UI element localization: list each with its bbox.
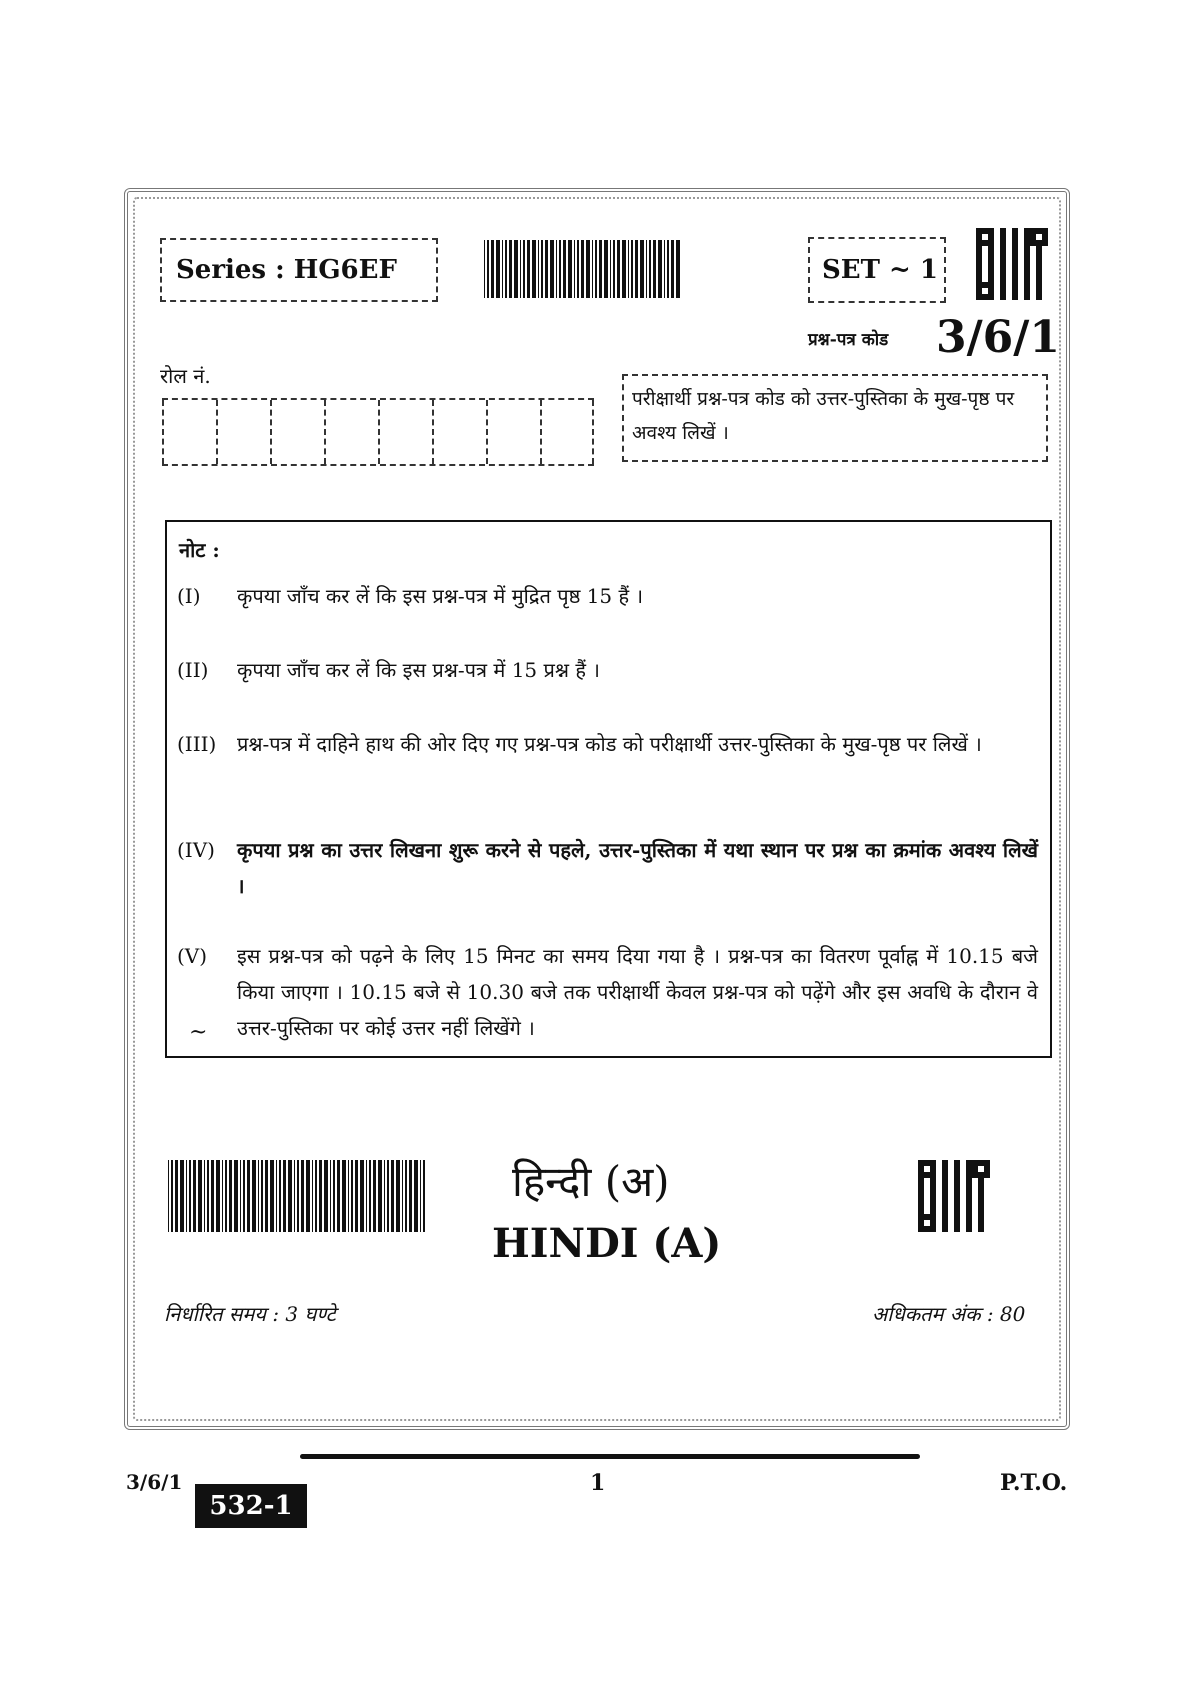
notes-title: नोट : bbox=[179, 538, 220, 562]
note-number: (III) bbox=[177, 732, 217, 756]
barcode-bar bbox=[186, 1160, 187, 1232]
code-instruction: परीक्षार्थी प्रश्न-पत्र कोड को उत्तर-पुस्तिका के मुख-पृष्ठ पर अवश्य लिखें । bbox=[622, 374, 1048, 462]
barcode-bar bbox=[175, 1160, 178, 1232]
barcode-bar bbox=[306, 1160, 310, 1232]
barcode-bar bbox=[667, 240, 669, 298]
note-number: (IV) bbox=[177, 838, 215, 862]
roll-number-boxes[interactable] bbox=[162, 398, 594, 466]
barcode-bar bbox=[420, 1160, 421, 1232]
barcode-bar bbox=[288, 1160, 292, 1232]
barcode-bar bbox=[496, 240, 500, 298]
barcode-bar bbox=[640, 240, 644, 298]
barcode-bar bbox=[276, 1160, 277, 1232]
barcode-bar bbox=[211, 1160, 214, 1232]
note-text: कृपया जाँच कर लें कि इस प्रश्न-पत्र में 15 प्रश्न हैं । bbox=[237, 658, 600, 682]
barcode-bar bbox=[247, 1160, 250, 1232]
note-item bbox=[177, 832, 1038, 904]
barcode-bar bbox=[523, 240, 525, 298]
subject-title-english: HINDI (A) bbox=[492, 1220, 722, 1267]
barcode-bar bbox=[664, 240, 665, 298]
barcode-bar bbox=[369, 1160, 371, 1232]
roll-number-box[interactable] bbox=[270, 400, 324, 464]
barcode-bar bbox=[409, 1160, 412, 1232]
roll-number-label: रोल नं. bbox=[160, 364, 211, 388]
barcode-bar bbox=[592, 240, 593, 298]
barcode-bar bbox=[586, 240, 590, 298]
footer-code: 3/6/1 bbox=[126, 1470, 183, 1494]
barcode-bar bbox=[559, 240, 561, 298]
footer-badge: 532-1 bbox=[195, 1484, 307, 1528]
barcode-bar bbox=[252, 1160, 256, 1232]
barcode-bar bbox=[360, 1160, 364, 1232]
barcode-bar bbox=[294, 1160, 295, 1232]
barcode-bar bbox=[402, 1160, 403, 1232]
barcode-subject bbox=[168, 1160, 427, 1232]
barcode-bar bbox=[649, 240, 651, 298]
note-text: कृपया जाँच कर लें कि इस प्रश्न-पत्र में मुद्रित पृष्ठ 15 हैं । bbox=[237, 584, 644, 608]
barcode-bar bbox=[351, 1160, 353, 1232]
roll-number-box[interactable] bbox=[216, 400, 270, 464]
roll-number-box[interactable] bbox=[324, 400, 378, 464]
note-item bbox=[177, 578, 1038, 614]
roll-number-box[interactable] bbox=[378, 400, 432, 464]
barcode-bar bbox=[484, 240, 485, 298]
barcode-bar bbox=[355, 1160, 358, 1232]
barcode-bar bbox=[333, 1160, 335, 1232]
barcode-bar bbox=[646, 240, 647, 298]
barcode-bar bbox=[671, 240, 674, 298]
pto-label: P.T.O. bbox=[1000, 1470, 1068, 1496]
barcode-bar bbox=[653, 240, 656, 298]
code-cell bbox=[1042, 294, 1048, 300]
barcode-bar bbox=[541, 240, 543, 298]
barcode-bar bbox=[234, 1160, 238, 1232]
barcode-bar bbox=[225, 1160, 227, 1232]
roll-number-box[interactable] bbox=[432, 400, 486, 464]
barcode-bar bbox=[676, 240, 680, 298]
subject-title-hindi: हिन्दी (अ) bbox=[512, 1157, 670, 1206]
barcode-bar bbox=[577, 240, 579, 298]
barcode-bar bbox=[509, 240, 512, 298]
barcode-bar bbox=[556, 240, 557, 298]
barcode-bar bbox=[279, 1160, 281, 1232]
barcode-bar bbox=[283, 1160, 286, 1232]
barcode-bar bbox=[391, 1160, 394, 1232]
barcode-bar bbox=[568, 240, 572, 298]
barcode-bar bbox=[527, 240, 530, 298]
barcode-bar bbox=[502, 240, 503, 298]
barcode-bar bbox=[348, 1160, 349, 1232]
note-item bbox=[177, 938, 1038, 1046]
barcode-bar bbox=[635, 240, 638, 298]
barcode-bar bbox=[505, 240, 507, 298]
note-text: कृपया प्रश्न का उत्तर लिखना शुरू करने से पहले, उत्तर-पुस्तिका में यथा स्थान पर प्रश्न का क्रमांक अवश्य लिखें । bbox=[237, 838, 1038, 898]
barcode-bar bbox=[595, 240, 597, 298]
barcode-bar bbox=[319, 1160, 322, 1232]
roll-number-box[interactable] bbox=[540, 400, 594, 464]
datamatrix-code bbox=[976, 228, 1048, 300]
code-cell bbox=[984, 1226, 990, 1232]
barcode-bar bbox=[514, 240, 518, 298]
max-marks: अधिकतम अंक : 80 bbox=[872, 1302, 1026, 1326]
page-number: 1 bbox=[590, 1470, 606, 1496]
margin-mark: ~ bbox=[189, 1020, 208, 1045]
roll-number-box[interactable] bbox=[486, 400, 540, 464]
barcode-bar bbox=[330, 1160, 331, 1232]
barcode-bar bbox=[222, 1160, 223, 1232]
qr-code bbox=[918, 1160, 990, 1232]
set-label: SET ~ 1 bbox=[808, 237, 946, 303]
barcode-bar bbox=[207, 1160, 209, 1232]
barcode-bar bbox=[301, 1160, 304, 1232]
barcode-bar bbox=[240, 1160, 241, 1232]
question-code: 3/6/1 bbox=[936, 312, 1060, 363]
barcode-bar bbox=[622, 240, 626, 298]
barcode-bar bbox=[243, 1160, 245, 1232]
note-number: (II) bbox=[177, 658, 209, 682]
barcode-bar bbox=[198, 1160, 202, 1232]
note-number: (I) bbox=[177, 584, 201, 608]
barcode-bar bbox=[532, 240, 536, 298]
barcode-bar bbox=[520, 240, 521, 298]
barcode-bar bbox=[613, 240, 615, 298]
series-label: Series : HG6EF bbox=[160, 238, 438, 302]
barcode-bar bbox=[270, 1160, 274, 1232]
barcode-bar bbox=[171, 1160, 173, 1232]
barcode-bar bbox=[599, 240, 602, 298]
barcode-bar bbox=[581, 240, 584, 298]
note-text: प्रश्न-पत्र में दाहिने हाथ की ओर दिए गए प्रश्न-पत्र कोड को परीक्षार्थी उत्तर-पुस्तिका के मुख-पृष्ठ पर लिखें । bbox=[237, 732, 982, 756]
barcode-bar bbox=[168, 1160, 169, 1232]
barcode-bar bbox=[545, 240, 548, 298]
barcode-bar bbox=[387, 1160, 389, 1232]
barcode-bar bbox=[631, 240, 633, 298]
barcode-bar bbox=[610, 240, 611, 298]
barcode-bar bbox=[538, 240, 539, 298]
barcode-bar bbox=[550, 240, 554, 298]
barcode-bar bbox=[487, 240, 489, 298]
barcode-bar bbox=[658, 240, 662, 298]
barcode-bar bbox=[204, 1160, 205, 1232]
roll-number-box[interactable] bbox=[162, 400, 216, 464]
barcode-bar bbox=[423, 1160, 425, 1232]
barcode-bar bbox=[261, 1160, 263, 1232]
barcode-bar bbox=[265, 1160, 268, 1232]
barcode-bar bbox=[366, 1160, 367, 1232]
note-text: इस प्रश्न-पत्र को पढ़ने के लिए 15 मिनट का समय दिया गया है । प्रश्न-पत्र का वितरण पूर्वाह्न में 10.15 बजे किया जाएगा । 10.15 बजे से 10.30 बजे तक परीक्षार्थी केवल प्रश्न-पत्र को पढ़ेंगे और इस अवधि के दौरान वे उत्तर-पुस्तिका पर कोई उत्तर नहीं लिखेंगे । bbox=[237, 944, 1038, 1040]
barcode-bar bbox=[180, 1160, 184, 1232]
barcode-bar bbox=[604, 240, 608, 298]
barcode-bar bbox=[628, 240, 629, 298]
barcode-bar bbox=[414, 1160, 418, 1232]
exam-time: निर्धारित समय : 3 घण्टे bbox=[164, 1302, 336, 1326]
barcode-bar bbox=[491, 240, 494, 298]
notes-box bbox=[165, 520, 1052, 1058]
barcode-bar bbox=[312, 1160, 313, 1232]
footer-rule bbox=[300, 1454, 920, 1459]
barcode-bar bbox=[405, 1160, 407, 1232]
note-item bbox=[177, 726, 1038, 762]
barcode-bar bbox=[324, 1160, 328, 1232]
barcode-bar bbox=[229, 1160, 232, 1232]
barcode-bar bbox=[258, 1160, 259, 1232]
note-number: (V) bbox=[177, 944, 208, 968]
barcode-bar bbox=[337, 1160, 340, 1232]
barcode-bar bbox=[617, 240, 620, 298]
barcode-bar bbox=[396, 1160, 400, 1232]
barcode-bar bbox=[193, 1160, 196, 1232]
barcode-bar bbox=[384, 1160, 385, 1232]
barcode-bar bbox=[373, 1160, 376, 1232]
barcode-bar bbox=[189, 1160, 191, 1232]
note-item bbox=[177, 652, 1038, 688]
barcode-bar bbox=[563, 240, 566, 298]
question-code-label: प्रश्न-पत्र कोड bbox=[808, 330, 889, 350]
barcode-bar bbox=[315, 1160, 317, 1232]
barcode-bar bbox=[297, 1160, 299, 1232]
barcode-top bbox=[484, 240, 682, 298]
barcode-bar bbox=[378, 1160, 382, 1232]
barcode-bar bbox=[342, 1160, 346, 1232]
barcode-bar bbox=[216, 1160, 220, 1232]
barcode-bar bbox=[574, 240, 575, 298]
